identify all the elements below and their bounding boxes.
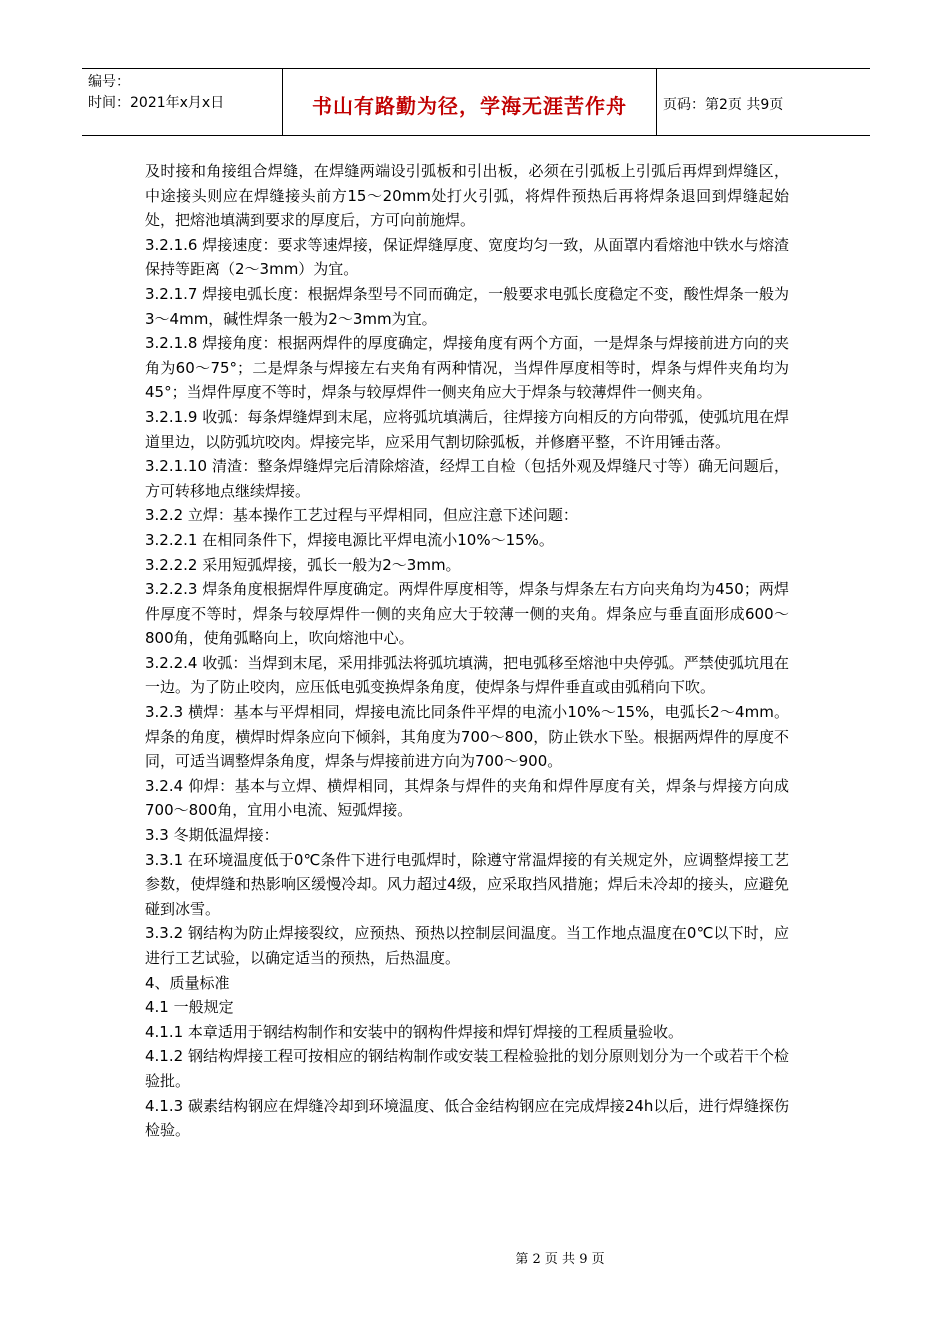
paragraph: 3.2.2.4 收弧：当焊到末尾，采用排弧法将弧坑填满，把电弧移至熔池中央停弧。严禁使弧坑甩在一边。为了防止咬肉，应压低电弧变换焊条角度，使焊条与焊件垂直或由弧稍向下吹。 (145, 653, 789, 697)
paragraph: 3.2.2 立焊：基本操作工艺过程与平焊相同，但应注意下述问题： (145, 506, 578, 525)
section-heading: 4、质量标准 (145, 973, 230, 992)
paragraph: 3.3.2 钢结构为防止焊接裂纹，应预热、预热以控制层间温度。当工作地点温度在0℃以下时，应进行工艺试验，以确定适当的预热，后热温度。 (145, 924, 789, 967)
paragraph: 4.1.2 钢结构焊接工程可按相应的钢结构制作或安装工程检验批的划分原则划分为一个或若干个检验批。 (145, 1047, 789, 1090)
paragraph: 3.2.1.7 焊接电弧长度：根据焊条型号不同而确定，一般要求电弧长度稳定不变，酸性焊条一般为3～4mm，碱性焊条一般为2～3mm为宜。 (145, 284, 789, 328)
page-header (82, 68, 870, 136)
header-page-info: 页码：第2页 共9页 (663, 97, 784, 113)
footer-page-number: 第 2 页 共 9 页 (515, 1252, 605, 1267)
paragraph: 及时接和角接组合焊缝，在焊缝两端设引弧板和引出板，必须在引弧板上引弧后再焊到焊缝区，中途接头则应在焊缝接头前方15～20mm处打火引弧，将焊件预热后再将焊条退回到焊缝起始处，把熔池填满到要求的厚度后，方可向前施焊。 (145, 162, 789, 230)
paragraph: 3.2.2.1 在相同条件下，焊接电源比平焊电流小10%～15%。 (145, 530, 554, 549)
header-meta (82, 69, 283, 135)
header-motto: 书山有路勤为径，学海无涯苦作舟 (283, 69, 657, 135)
paragraph: 3.2.1.6 焊接速度：要求等速焊接，保证焊缝厚度、宽度均匀一致，从面罩内看熔池中铁水与熔渣保持等距离（2～3mm）为宜。 (145, 235, 789, 279)
doc-time-label: 时间：2021年x月x日 (88, 95, 225, 111)
paragraph: 4.1.3 碳素结构钢应在焊缝冷却到环境温度、低合金结构钢应在完成焊接24h以后，进行焊缝探伤检验。 (145, 1096, 789, 1140)
section-heading: 3.3 冬期低温焊接： (145, 826, 279, 845)
document-body (145, 159, 789, 1143)
doc-code-label: 编号： (88, 74, 130, 90)
paragraph: 3.2.1.9 收弧：每条焊缝焊到末尾，应将弧坑填满后，往焊接方向相反的方向带弧，使弧坑甩在焊道里边，以防弧坑咬肉。焊接完毕，应采用气割切除弧板，并修磨平整，不许用锤击落。 (145, 407, 789, 451)
section-heading: 4.1 一般规定 (145, 998, 234, 1017)
paragraph: 3.3.1 在环境温度低于0℃条件下进行电弧焊时，除遵守常温焊接的有关规定外，应调整焊接工艺参数，使焊缝和热影响区缓慢冷却。风力超过4级，应采取挡风措施；焊后未冷却的接头，应避免碰到冰雪。 (145, 850, 789, 918)
page-footer (0, 1248, 950, 1267)
paragraph: 3.2.4 仰焊：基本与立焊、横焊相同，其焊条与焊件的夹角和焊件厚度有关，焊条与焊接方向成700～800角，宜用小电流、短弧焊接。 (145, 776, 789, 820)
paragraph: 3.2.2.3 焊条角度根据焊件厚度确定。两焊件厚度相等，焊条与焊条左右方向夹角均为450；两焊件厚度不等时，焊条与较厚焊件一侧的夹角应大于较薄一侧的夹角。焊条应与垂直面形成600～800角，使角弧略向上，吹向熔池中心。 (145, 580, 789, 648)
paragraph: 4.1.1 本章适用于钢结构制作和安装中的钢构件焊接和焊钉焊接的工程质量验收。 (145, 1022, 683, 1041)
paragraph: 3.2.1.10 清渣：整条焊缝焊完后清除熔渣，经焊工自检（包括外观及焊缝尺寸等）确无问题后，方可转移地点继续焊接。 (145, 457, 789, 500)
paragraph: 3.2.2.2 采用短弧焊接，弧长一般为2～3mm。 (145, 555, 461, 574)
paragraph: 3.2.3 横焊：基本与平焊相同，焊接电流比同条件平焊的电流小10%～15%，电弧长2～4mm。焊条的角度，横焊时焊条应向下倾斜，其角度为700～800，防止铁水下坠。根据两焊件的厚度不同，可适当调整焊条角度，焊条与焊接前进方向为700～900。 (145, 703, 789, 771)
paragraph: 3.2.1.8 焊接角度：根据两焊件的厚度确定，焊接角度有两个方面，一是焊条与焊接前进方向的夹角为60～75°；二是焊条与焊接左右夹角有两种情况，当焊件厚度相等时，焊条与焊件夹角均为45°；当焊件厚度不等时，焊条与较厚焊件一侧夹角应大于焊条与较薄焊件一侧夹角。 (145, 334, 789, 402)
